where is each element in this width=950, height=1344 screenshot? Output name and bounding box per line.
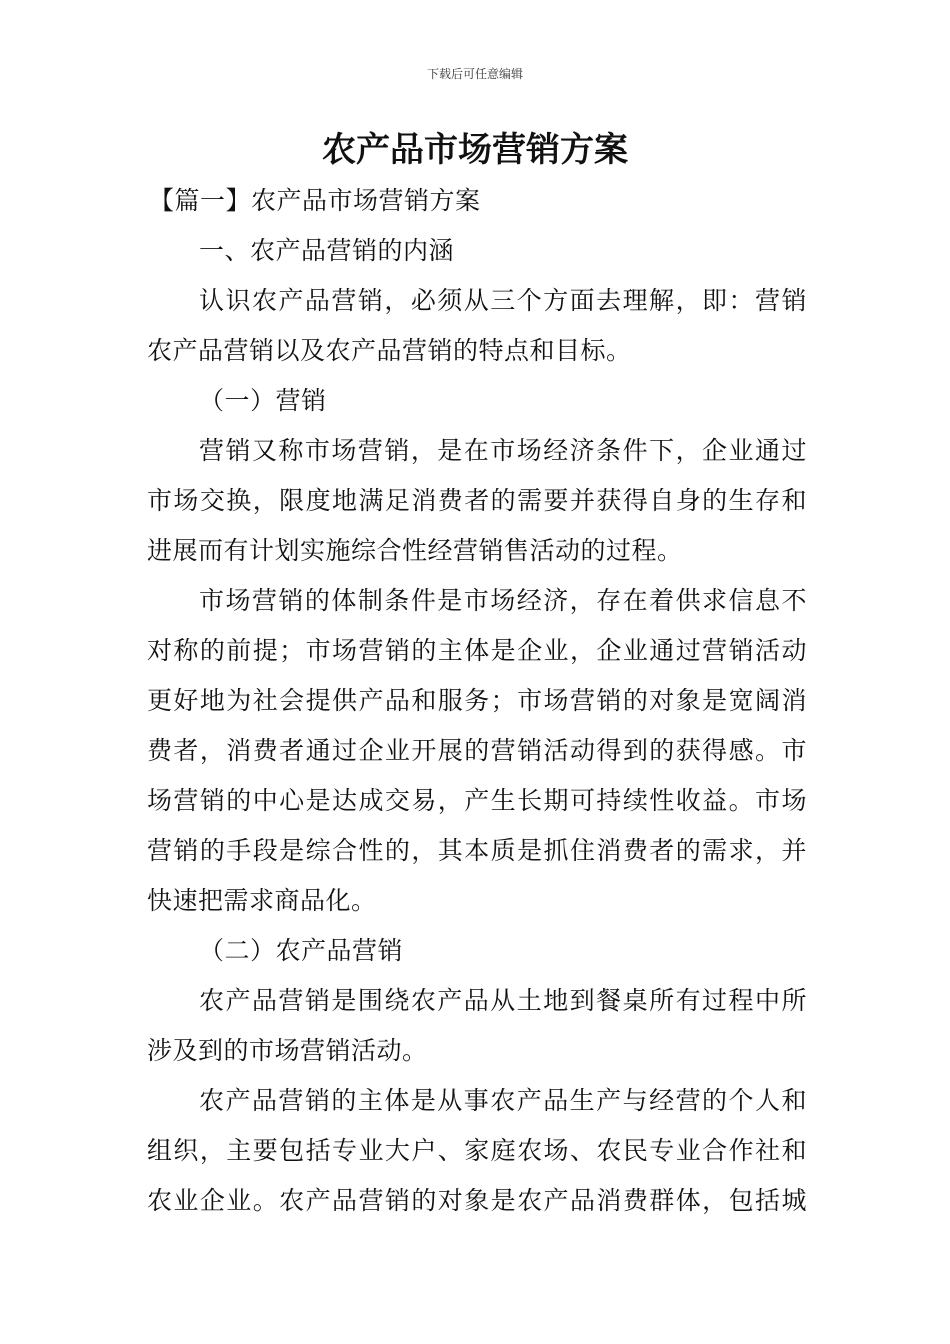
paragraph-line: 农产品营销是围绕农产品从土地到餐桌所有过程中所 <box>199 986 807 1015</box>
paragraph-line: 快速把需求商品化。 <box>147 886 377 915</box>
document-title: 农产品市场营销方案 <box>322 130 628 170</box>
paragraph-line: 场营销的中心是达成交易，产生长期可持续性收益。市场 <box>147 786 807 815</box>
subsection-heading-agri-marketing: （二）农产品营销 <box>199 936 404 965</box>
subsection-heading-marketing: （一）营销 <box>199 386 327 415</box>
section-heading-connotation: 一、农产品营销的内涵 <box>199 236 455 265</box>
section-heading-part-one: 【篇一】农产品市场营销方案 <box>149 186 481 215</box>
paragraph-line: 更好地为社会提供产品和服务；市场营销的对象是宽阔消 <box>147 686 807 715</box>
header-note: 下载后可任意编辑 <box>426 67 523 81</box>
paragraph-line: 营销又称市场营销，是在市场经济条件下，企业通过 <box>199 436 807 465</box>
paragraph-line: 农业企业。农产品营销的对象是农产品消费群体，包括城 <box>147 1186 807 1215</box>
paragraph-line: 认识农产品营销，必须从三个方面去理解，即：营销 <box>199 286 807 315</box>
paragraph-line: 市场营销的体制条件是市场经济，存在着供求信息不 <box>199 586 807 615</box>
paragraph-line: 进展而有计划实施综合性经营销售活动的过程。 <box>147 536 683 565</box>
paragraph-line: 费者，消费者通过企业开展的营销活动得到的获得感。市 <box>147 736 807 765</box>
paragraph-line: 市场交换，限度地满足消费者的需要并获得自身的生存和 <box>147 486 807 515</box>
paragraph-line: 农产品营销的主体是从事农产品生产与经营的个人和 <box>199 1086 807 1115</box>
paragraph-line: 涉及到的市场营销活动。 <box>147 1036 428 1065</box>
paragraph-line: 农产品营销以及农产品营销的特点和目标。 <box>147 336 632 365</box>
paragraph-line: 组织，主要包括专业大户、家庭农场、农民专业合作社和 <box>147 1136 807 1165</box>
paragraph-line: 对称的前提；市场营销的主体是企业，企业通过营销活动 <box>147 636 807 665</box>
paragraph-line: 营销的手段是综合性的，其本质是抓住消费者的需求，并 <box>147 836 807 865</box>
document-body <box>147 176 807 1226</box>
